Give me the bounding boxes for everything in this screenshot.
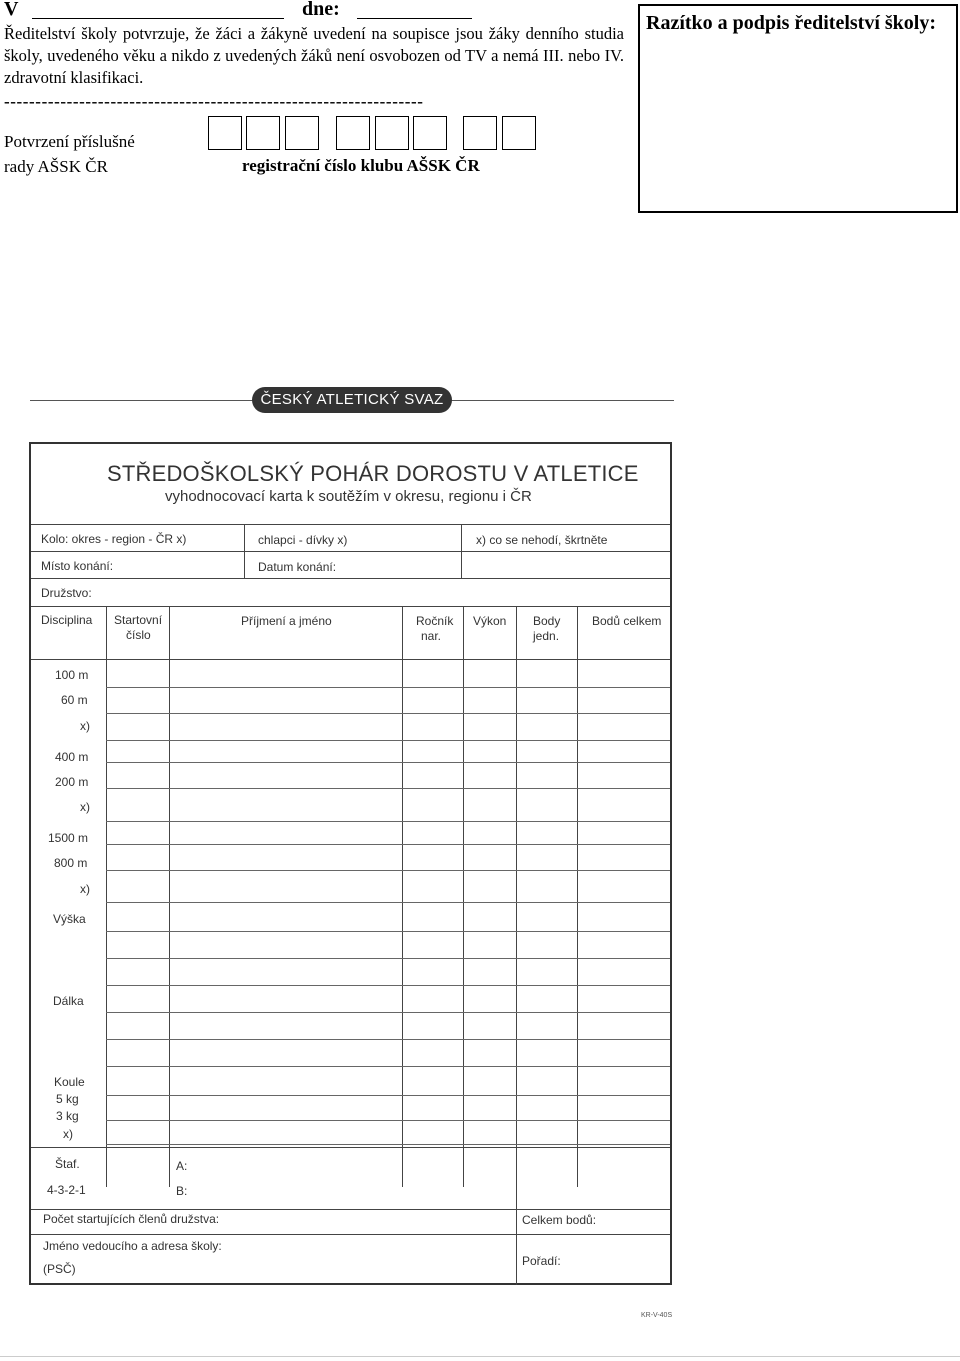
- table-row-line: [106, 985, 670, 986]
- discipline-60m: 60 m: [61, 693, 88, 707]
- relay-team-a: A:: [176, 1159, 188, 1173]
- table-column-line: [402, 606, 403, 1187]
- form-divider: [244, 524, 245, 578]
- registration-number-label: registrační číslo klubu AŠSK ČR: [242, 156, 480, 175]
- discipline-relay: Štaf.: [55, 1157, 80, 1171]
- discipline-choice-mark: x): [80, 882, 90, 896]
- discipline-400m: 400 m: [55, 750, 89, 764]
- table-row-line: [106, 1039, 670, 1040]
- evaluation-card: [29, 442, 672, 1285]
- discipline-choice-mark: x): [80, 800, 90, 814]
- column-header-points: [533, 614, 560, 644]
- table-row-line: [106, 740, 670, 741]
- column-header-name: Příjmení a jméno: [241, 614, 332, 628]
- form-rule: [31, 1234, 670, 1235]
- form-rule: [31, 578, 670, 579]
- table-section-rule: [31, 1147, 670, 1148]
- date-label: dne:: [302, 0, 340, 20]
- separator-dashes: -------------------------------------------------------------------: [4, 92, 424, 111]
- column-header-birth-year-line2: nar.: [421, 629, 442, 643]
- table-row-line: [106, 713, 670, 714]
- column-header-birth-year-line1: Ročník: [416, 614, 454, 628]
- registration-digit-box[interactable]: [502, 116, 536, 150]
- table-column-line: [516, 606, 517, 1187]
- gender-label: chlapci - dívky x): [258, 533, 348, 547]
- table-row-line: [106, 902, 670, 903]
- table-row-line: [106, 821, 670, 822]
- form-divider: [461, 524, 462, 578]
- ranking-label: Pořadí:: [522, 1254, 561, 1268]
- scan-bottom-edge: [0, 1356, 960, 1357]
- table-row-line: [106, 870, 670, 871]
- table-row-line: [106, 1095, 670, 1096]
- form-rule: [31, 606, 670, 607]
- form-title: STŘEDOŠKOLSKÝ POHÁR DOROSTU V ATLETICE: [107, 461, 639, 486]
- council-confirmation-label: [4, 129, 135, 179]
- discipline-choice-mark: x): [80, 719, 90, 733]
- form-rule: [31, 1209, 670, 1210]
- table-row-line: [106, 1144, 670, 1145]
- discipline-shot-5kg: 5 kg: [56, 1092, 79, 1106]
- place-label: V: [4, 0, 19, 20]
- discipline-800m: 800 m: [54, 856, 88, 870]
- registration-digit-box[interactable]: [463, 116, 497, 150]
- postal-code-label: (PSČ): [43, 1262, 76, 1276]
- starter-count-label: Počet startujících členů družstva:: [43, 1212, 220, 1226]
- table-column-line: [106, 606, 107, 1187]
- date-field[interactable]: [357, 18, 472, 19]
- table-row-line: [106, 687, 670, 688]
- column-header-start-number: [114, 613, 162, 643]
- table-row-line: [106, 844, 670, 845]
- form-rule: [31, 551, 670, 552]
- table-row-line: [106, 1066, 670, 1067]
- column-header-start-number-line2: číslo: [126, 628, 151, 642]
- registration-digit-box[interactable]: [413, 116, 447, 150]
- discipline-shot-3kg: 3 kg: [56, 1109, 79, 1123]
- round-label: Kolo: okres - region - ČR x): [41, 532, 187, 546]
- stamp-signature-box[interactable]: [638, 4, 958, 213]
- confirmation-paragraph: Ředitelství školy potvrzuje, že žáci a žákyně uvedení na soupisce jsou žáky denního studia školy, uvedeného věku a nikdo z uvedených žáků není osvobozen od TV a nemá III. nebo IV. zdravotní klasifikaci.: [4, 24, 624, 87]
- relay-team-b: B:: [176, 1184, 188, 1198]
- table-column-line: [169, 606, 170, 1187]
- leader-address-label: Jméno vedoucího a adresa školy:: [43, 1239, 222, 1253]
- column-header-points-line1: Body: [533, 614, 561, 628]
- column-header-points-line2: jedn.: [533, 629, 560, 643]
- date-held-label: Datum konání:: [258, 560, 337, 574]
- registration-digit-box[interactable]: [285, 116, 319, 150]
- table-column-line: [577, 606, 578, 1187]
- column-header-performance: Výkon: [473, 614, 507, 628]
- form-subtitle: vyhodnocovací karta k soutěžím v okresu, regionu i ČR: [165, 488, 532, 505]
- table-row-line: [106, 958, 670, 959]
- column-header-total-points: Bodů celkem: [592, 614, 662, 628]
- column-header-start-number-line1: Startovní: [114, 613, 163, 627]
- table-column-line: [463, 606, 464, 1187]
- discipline-shot-put: Koule: [54, 1075, 85, 1089]
- table-row-line: [106, 762, 670, 763]
- council-confirmation-line1: Potvrzení příslušné: [4, 132, 135, 151]
- registration-digit-box[interactable]: [208, 116, 242, 150]
- registration-digit-box[interactable]: [246, 116, 280, 150]
- table-row-line: [106, 931, 670, 932]
- discipline-relay-order: 4-3-2-1: [47, 1183, 86, 1197]
- discipline-200m: 200 m: [55, 775, 89, 789]
- form-code: KR-V-40S: [641, 1312, 673, 1319]
- registration-digit-box[interactable]: [375, 116, 409, 150]
- footer-divider: [516, 1187, 517, 1285]
- discipline-100m: 100 m: [55, 668, 89, 682]
- column-header-birth-year: [416, 614, 453, 644]
- venue-label: Místo konání:: [41, 559, 114, 573]
- form-rule: [31, 524, 670, 525]
- table-row-line: [106, 1120, 670, 1121]
- place-field[interactable]: [32, 18, 284, 19]
- table-row-line: [106, 788, 670, 789]
- table-row-line: [106, 1012, 670, 1013]
- discipline-choice-mark: x): [63, 1127, 73, 1141]
- discipline-1500m: 1500 m: [48, 831, 89, 845]
- column-header-discipline: Disciplina: [41, 613, 93, 627]
- federation-badge: ČESKÝ ATLETICKÝ SVAZ: [252, 387, 452, 413]
- total-points-label: Celkem bodů:: [522, 1213, 597, 1227]
- strike-note: x) co se nehodí, škrtněte: [476, 533, 608, 547]
- discipline-long-jump: Dálka: [53, 994, 84, 1008]
- stamp-signature-label: Razítko a podpis ředitelství školy:: [646, 12, 937, 34]
- council-confirmation-line2: rady AŠSK ČR: [4, 157, 108, 176]
- discipline-high-jump: Výška: [53, 912, 86, 926]
- registration-digit-box[interactable]: [336, 116, 370, 150]
- team-label: Družstvo:: [41, 586, 92, 600]
- form-rule: [31, 659, 670, 660]
